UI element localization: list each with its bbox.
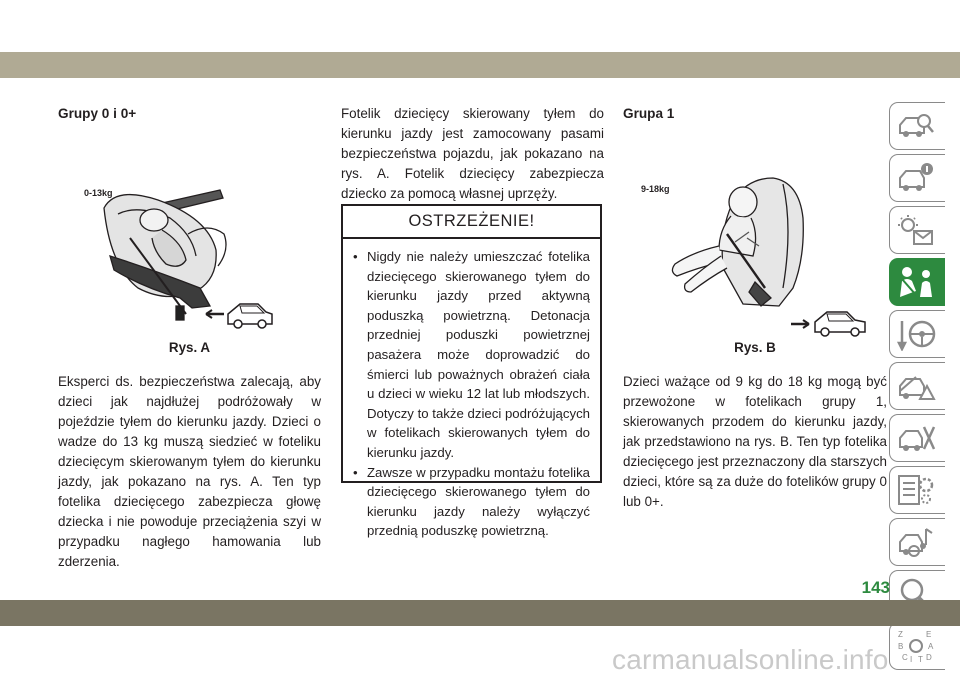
warning-title: OSTRZEŻENIE! xyxy=(343,212,600,239)
language-letter: A xyxy=(928,642,934,651)
tab-language[interactable] xyxy=(889,622,945,670)
tab-safety[interactable] xyxy=(889,258,945,306)
tab-emergency[interactable] xyxy=(889,362,945,410)
multimedia-icon xyxy=(896,525,936,559)
section-heading-group-1: Grupa 1 xyxy=(623,106,675,121)
figure-a-weight-label: 0-13kg xyxy=(84,188,113,198)
tab-car-search[interactable] xyxy=(889,102,945,150)
page-number: 143 xyxy=(861,578,890,597)
car-side-icon xyxy=(206,304,272,328)
figure-b-caption: Rys. B xyxy=(734,340,776,355)
car-search-icon xyxy=(896,109,936,143)
column-right xyxy=(623,104,887,512)
watermark: carmanualsonline.info xyxy=(612,644,889,675)
warning-box xyxy=(341,204,602,539)
warning-list xyxy=(353,247,590,541)
steering-wheel-icon xyxy=(896,317,936,351)
car-service-icon xyxy=(896,421,936,455)
body-text-rear-facing: Fotelik dziecięcy skierowany tyłem do kierunku jazdy jest zamocowany pasami bezpieczeństwa pojazdu, jak pokazano na rys. A. Fotelik dziecięcy zabezpiecza dziecko za pomocą własnej uprzęży. xyxy=(341,106,604,201)
body-text-groups-0: Eksperci ds. bezpieczeństwa zalecają, aby dzieci jak najdłużej podróżowały w pojeździe tyłem do kierunku jazdy. Dzieci o wadze do 13 kg muszą siedzieć w foteliku dziecięcym skierowanym tyłem do kierunku jazdy, jak pokazano na rys. A. Ten typ fotelika dziecięcego zabezpiecza głowę dziecka i nie powoduje przeciążenia szyi w przypadku nagłego hamowania lub zderzenia. xyxy=(58,374,321,569)
language-letter: I xyxy=(910,655,913,663)
language-index-icon xyxy=(896,629,936,663)
car-info-icon xyxy=(896,161,936,195)
figure-rear-facing-seat xyxy=(58,138,321,340)
language-letter: T xyxy=(918,655,923,663)
car-emergency-icon xyxy=(896,369,936,403)
footer-band xyxy=(0,600,960,626)
warning-item: • Zawsze w przypadku montażu fotelika dziecięcego skierowanego tyłem do kierunku jazdy należy wyłączyć przednią poduszkę powietrzną. xyxy=(353,463,590,541)
figure-forward-facing-seat xyxy=(623,138,887,340)
language-letter: B xyxy=(898,642,904,651)
tab-driving[interactable] xyxy=(889,310,945,358)
language-letter: E xyxy=(926,630,932,639)
tab-service[interactable] xyxy=(889,414,945,462)
warning-lights-icon xyxy=(896,213,936,247)
tab-car-info[interactable] xyxy=(889,154,945,202)
column-left xyxy=(58,104,321,572)
language-letter: C xyxy=(902,653,908,662)
language-letter: Z xyxy=(898,630,903,639)
tab-specifications[interactable] xyxy=(889,466,945,514)
body-text-group-1: Dzieci ważące od 9 kg do 18 kg mogą być przewożone w fotelikach grupy 1, skierowanych przodem do kierunku jazdy, jak przedstawiono na rys. B. Ten typ fotelika dziecięcego jest przeznaczony dla starszych dzieci, które są za duże do fotelików grupy 0 lub 0+. xyxy=(623,374,887,509)
rear-facing-seat-illustration xyxy=(58,138,321,340)
tab-multimedia[interactable] xyxy=(889,518,945,566)
figure-a-caption: Rys. A xyxy=(168,340,211,355)
warning-item: • Nigdy nie należy umieszczać fotelika dziecięcego skierowanego tyłem do kierunku jazdy przed aktywną poduszką powietrzną. Detonacja przedniej poduszki powietrznej pasażera może doprowadzić do śmierci lub poważnych obrażeń ciała u dzieci w wieku 12 lat lub młodszych. Dotyczy to także dzieci podróżujących w fotelikach skierowanych tyłem do kierunku jazdy. xyxy=(353,247,590,463)
car-side-icon xyxy=(791,312,865,336)
section-heading-groups-0: Grupy 0 i 0+ xyxy=(58,106,137,121)
header-band xyxy=(0,52,960,78)
column-middle xyxy=(341,104,604,204)
specifications-icon xyxy=(896,473,936,507)
forward-facing-seat-illustration xyxy=(623,138,887,340)
figure-b-weight-label: 9-18kg xyxy=(641,184,670,194)
language-letter: D xyxy=(926,653,932,662)
safety-seat-icon xyxy=(896,265,936,299)
tab-warning-lights[interactable] xyxy=(889,206,945,254)
